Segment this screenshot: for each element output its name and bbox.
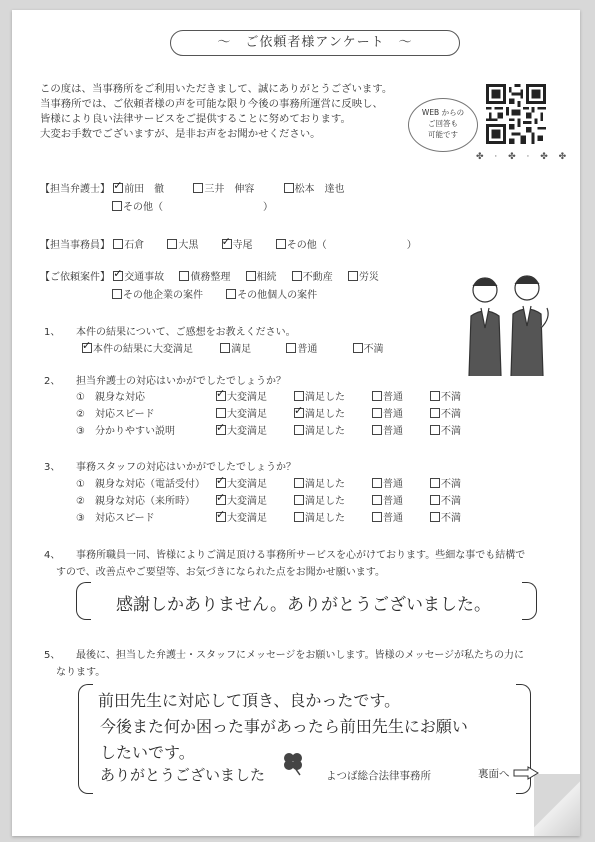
- checkbox[interactable]: [112, 201, 122, 211]
- checkbox[interactable]: [372, 425, 382, 435]
- q3-row-label: ① 親身な対応（電話受付）: [76, 479, 205, 490]
- q3-option[interactable]: [294, 475, 345, 490]
- q1-option[interactable]: 不満: [353, 344, 384, 355]
- checkbox[interactable]: [294, 391, 304, 401]
- staff-option[interactable]: 石倉: [113, 240, 144, 251]
- q3-option[interactable]: [430, 492, 461, 507]
- checkbox[interactable]: [430, 391, 440, 401]
- checkbox-checked[interactable]: [113, 183, 123, 193]
- q4-text-line: 事務所職員一同、皆様によりご満足頂ける事務所サービスを心がけております。些細な事でも結構で: [76, 550, 526, 561]
- q3-option[interactable]: [294, 492, 345, 507]
- case-option[interactable]: その他企業の案件: [112, 290, 203, 301]
- checkbox-checked[interactable]: [82, 343, 92, 353]
- case-option[interactable]: 相続: [246, 272, 277, 283]
- lawyer-option[interactable]: 三井 伸容: [193, 184, 254, 195]
- q2-option-label: 満足した: [305, 409, 345, 420]
- q2-option[interactable]: [294, 422, 345, 437]
- checkbox-checked[interactable]: [216, 478, 226, 488]
- lawyers-illustration: [455, 268, 555, 376]
- case-option[interactable]: ✓ 交通事故: [113, 272, 164, 283]
- q1-option[interactable]: ✓本件の結果に大変満足: [82, 344, 193, 355]
- q2-number: 2、: [44, 376, 61, 387]
- checkbox[interactable]: [179, 271, 189, 281]
- bubble-line: 可能です: [428, 130, 458, 139]
- case-option[interactable]: その他個人の案件: [226, 290, 317, 301]
- checkbox[interactable]: [246, 271, 256, 281]
- q2-option-label: 普通: [383, 426, 403, 437]
- q5-answer-line[interactable]: 前田先生に対応して頂き、良かったです。: [98, 691, 401, 710]
- q3-option[interactable]: [430, 509, 461, 524]
- q5-answer-line[interactable]: したいです。: [100, 743, 195, 762]
- answer-bracket-right: [522, 582, 537, 620]
- checkbox[interactable]: [294, 495, 304, 505]
- q2-option-label: 大変満足: [227, 392, 267, 403]
- q2-option-label: 大変満足: [227, 409, 267, 420]
- checkbox[interactable]: [226, 289, 236, 299]
- q3-option[interactable]: [372, 509, 403, 524]
- q3-option-label: 普通: [383, 496, 403, 507]
- q3-option-label: 大変満足: [227, 496, 267, 507]
- checkbox[interactable]: [294, 478, 304, 488]
- q2-row-label: ② 対応スピード: [76, 409, 155, 420]
- q2-option[interactable]: [430, 388, 461, 403]
- checkbox-checked[interactable]: [216, 425, 226, 435]
- checkbox[interactable]: [294, 512, 304, 522]
- q3-option-label: 不満: [441, 496, 461, 507]
- q2-option-label: 普通: [383, 392, 403, 403]
- answer-bracket-left: [76, 582, 91, 620]
- checkbox[interactable]: [167, 239, 177, 249]
- q2-row-label: ① 親身な対応: [76, 392, 145, 403]
- checkbox[interactable]: [292, 271, 302, 281]
- q1-option[interactable]: 普通: [286, 344, 317, 355]
- checkbox[interactable]: [430, 512, 440, 522]
- case-label: 【ご依頼案件】: [40, 272, 110, 283]
- checkbox[interactable]: [276, 239, 286, 249]
- lawyer-option[interactable]: 松本 達也: [284, 184, 345, 195]
- q3-option[interactable]: [216, 475, 267, 490]
- q5-answer-line[interactable]: ありがとうございました: [100, 766, 266, 784]
- q2-text: 担当弁護士の対応はいかがでしたでしょうか？: [76, 376, 286, 387]
- case-option[interactable]: 債務整理: [179, 272, 230, 283]
- q3-option-label: 満足した: [305, 479, 345, 490]
- q3-option-label: 満足した: [305, 513, 345, 524]
- checkbox[interactable]: [348, 271, 358, 281]
- q3-option[interactable]: [372, 475, 403, 490]
- office-name: よつば総合法律事務所: [326, 770, 431, 782]
- case-section: [40, 268, 379, 283]
- checkbox-checked[interactable]: [294, 408, 304, 418]
- clover-decoration-icon: ✤ · ✤ · ✤ ✤: [476, 152, 571, 162]
- checkbox[interactable]: [372, 495, 382, 505]
- q3-option-label: 大変満足: [227, 513, 267, 524]
- q5-number: 5、: [44, 650, 61, 661]
- q1-text: 本件の結果について、ご感想をお教えください。: [76, 327, 296, 338]
- q1-number: 1、: [44, 327, 61, 338]
- checkbox-checked[interactable]: [113, 271, 123, 281]
- q5-text-line: 最後に、担当した弁護士・スタッフにメッセージをお願いします。皆様のメッセージが私たちの力に: [76, 650, 524, 661]
- arrow-right-icon: [513, 766, 539, 780]
- q3-option[interactable]: [216, 509, 267, 524]
- q2-option[interactable]: [216, 422, 267, 437]
- checkbox[interactable]: [430, 478, 440, 488]
- clover-icon: [280, 750, 306, 776]
- checkbox[interactable]: [430, 495, 440, 505]
- checkbox[interactable]: [294, 425, 304, 435]
- q3-text: 事務スタッフの対応はいかがでしたでしょうか？: [76, 462, 296, 473]
- q3-option-label: 満足した: [305, 496, 345, 507]
- checkbox[interactable]: [112, 289, 122, 299]
- intro-line: この度は、当事務所をご利用いただきまして、誠にありがとうございます。: [40, 83, 393, 95]
- checkbox[interactable]: [216, 408, 226, 418]
- q2-option-label: 不満: [441, 409, 461, 420]
- case-option[interactable]: 労災: [348, 272, 379, 283]
- q1-options: [82, 340, 384, 355]
- q2-option-label: 満足した: [305, 392, 345, 403]
- q2-option[interactable]: [372, 405, 403, 420]
- q2-option[interactable]: [372, 422, 403, 437]
- intro-text: [40, 82, 392, 142]
- checkbox-checked[interactable]: [216, 495, 226, 505]
- lawyer-other[interactable]: その他（ ）: [112, 198, 273, 213]
- checkbox[interactable]: [430, 408, 440, 418]
- next-page-link[interactable]: [478, 766, 539, 781]
- bubble-line: ご回答も: [428, 119, 458, 128]
- checkbox[interactable]: [113, 239, 123, 249]
- checkbox[interactable]: [430, 425, 440, 435]
- q3-option-label: 不満: [441, 479, 461, 490]
- q3-option-label: 普通: [383, 479, 403, 490]
- checkbox[interactable]: [286, 343, 296, 353]
- q2-option-label: 不満: [441, 392, 461, 403]
- q2-option-label: 不満: [441, 426, 461, 437]
- staff-option[interactable]: 大黒: [167, 240, 198, 251]
- q2-row-label: ③ 分かりやすい説明: [76, 426, 175, 437]
- intro-line: 大変お手数でございますが、是非お声をお聞かせください。: [40, 128, 321, 140]
- q2-option[interactable]: [294, 405, 345, 420]
- q4-text-line: すので、改善点やご要望等、お気づきになられた点をお聞かせ願います。: [56, 567, 385, 578]
- checkbox[interactable]: [372, 408, 382, 418]
- checkbox[interactable]: [353, 343, 363, 353]
- q3-option-label: 大変満足: [227, 479, 267, 490]
- answer-bracket-left: [78, 684, 93, 794]
- q2-option[interactable]: [430, 405, 461, 420]
- q2-option[interactable]: [216, 388, 267, 403]
- intro-line: 当事務所では、ご依頼者様の声を可能な限り今後の事務所運営に反映し、: [40, 98, 383, 110]
- checkbox[interactable]: [220, 343, 230, 353]
- q3-option[interactable]: [372, 492, 403, 507]
- staff-label: 【担当事務員】: [40, 240, 110, 251]
- q2-option-label: 大変満足: [227, 426, 267, 437]
- checkbox[interactable]: [372, 391, 382, 401]
- q2-option[interactable]: [216, 405, 267, 420]
- q1-option[interactable]: 満足: [220, 344, 251, 355]
- q5-answer-line[interactable]: 今後また何か困った事があったら前田先生にお願い: [100, 717, 468, 736]
- q2-option[interactable]: [430, 422, 461, 437]
- q4-answer[interactable]: 感謝しかありません。ありがとうございました。: [116, 595, 492, 615]
- q5-text-line: なります。: [56, 667, 106, 678]
- q4-number: 4、: [44, 550, 61, 561]
- staff-other[interactable]: その他（ ）: [276, 240, 417, 251]
- checkbox[interactable]: [193, 183, 203, 193]
- page-curl: [534, 774, 580, 836]
- q3-option-label: 普通: [383, 513, 403, 524]
- q3-option[interactable]: [430, 475, 461, 490]
- checkbox[interactable]: [284, 183, 294, 193]
- checkbox[interactable]: [372, 512, 382, 522]
- qr-code-icon[interactable]: [486, 84, 546, 144]
- case-option[interactable]: 不動産: [292, 272, 333, 283]
- lawyer-section: [40, 180, 345, 195]
- lawyer-label: 【担当弁護士】: [40, 184, 110, 195]
- staff-section: [40, 236, 417, 251]
- checkbox-checked[interactable]: [216, 391, 226, 401]
- q3-number: 3、: [44, 462, 61, 473]
- q3-option[interactable]: [216, 492, 267, 507]
- web-answer-bubble: [408, 98, 478, 152]
- q3-row-label: ② 親身な対応（来所時）: [76, 496, 195, 507]
- q2-option[interactable]: [294, 388, 345, 403]
- q3-row-label: ③ 対応スピード: [76, 513, 155, 524]
- checkbox-checked[interactable]: [216, 512, 226, 522]
- checkbox-checked[interactable]: [222, 239, 232, 249]
- lawyer-option[interactable]: ✓ 前田 徹: [113, 184, 164, 195]
- q3-option-label: 不満: [441, 513, 461, 524]
- q2-option[interactable]: [372, 388, 403, 403]
- q3-option[interactable]: [294, 509, 345, 524]
- q2-option-label: 普通: [383, 409, 403, 420]
- bubble-line: WEB からの: [421, 108, 465, 117]
- q2-option-label: 満足した: [305, 426, 345, 437]
- next-page-label: 裏面へ: [478, 768, 510, 780]
- page-title: ～ ご依頼者様アンケート ～: [170, 30, 460, 56]
- checkbox[interactable]: [372, 478, 382, 488]
- staff-option[interactable]: ✓ 寺尾: [222, 240, 253, 251]
- case-section-2: [112, 286, 317, 301]
- intro-line: 皆様により良い法律サービスをご提供することに努めております。: [40, 113, 351, 125]
